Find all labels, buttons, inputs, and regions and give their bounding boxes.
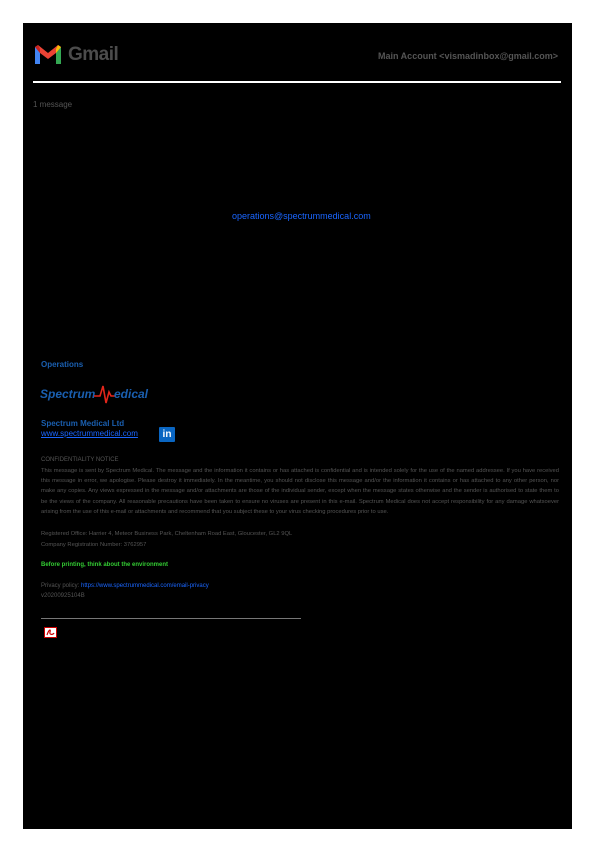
- attachment-divider: [41, 618, 301, 619]
- gmail-m-icon: [33, 43, 63, 65]
- registered-office: Registered Office: Harrier 4, Meteor Business Park, Cheltenham Road East, Gloucester, GL2 9QL: [41, 531, 293, 537]
- account-label: Main Account <vismadinbox@gmail.com>: [378, 51, 558, 61]
- registration-number: Company Registration Number: 3762957: [41, 542, 147, 548]
- gmail-logo[interactable]: [33, 43, 123, 67]
- company-name: Spectrum Medical Ltd: [41, 419, 125, 428]
- privacy-label: Privacy policy:: [41, 583, 80, 589]
- sender-email-link[interactable]: operations@spectrummedical.com: [232, 211, 371, 221]
- pdf-icon[interactable]: [44, 627, 57, 638]
- header-divider: [33, 81, 561, 83]
- spectrum-medical-logo: [40, 383, 155, 405]
- confidentiality-title: CONFIDENTIALITY NOTICE: [41, 457, 119, 463]
- linkedin-icon[interactable]: in: [159, 427, 175, 442]
- svg-text:Spectrum: Spectrum: [40, 387, 96, 401]
- message-count: 1 message: [33, 100, 73, 109]
- signature-name: Operations: [41, 360, 84, 369]
- confidentiality-notice: This message is sent by Spectrum Medical. The message and the information it contains or has attached is confidential and is intended solely for the use of the named addressee. If you have received this message in error, we apologise. Please destroy it immediately. In the meantime, you should not disclose this message and/or the information it contains or has attached to any other person, nor make any copies. Any views expressed in the message and/or attachments are those of the individual sender, except when the message states otherwise and the sender is authorised to state them to be the views of the company. All reasonable precautions have been taken to ensure no viruses are present in this e-mail. Spectrum Medical does not accept responsibility for any damage whatsoever arising from the use of this e-mail or attachments and recommend that you subject these to your virus checking procedures prior to use.: [41, 468, 559, 515]
- privacy-policy: [41, 583, 209, 589]
- environment-note: Before printing, think about the environment: [41, 562, 169, 568]
- gmail-wordmark: Gmail: [68, 44, 119, 65]
- privacy-policy-link[interactable]: https://www.spectrummedical.com/email-privacy: [81, 583, 209, 589]
- company-website-link[interactable]: www.spectrummedical.com: [41, 429, 138, 438]
- version-code: v20200925104B: [41, 593, 85, 599]
- svg-text:edical: edical: [114, 387, 149, 401]
